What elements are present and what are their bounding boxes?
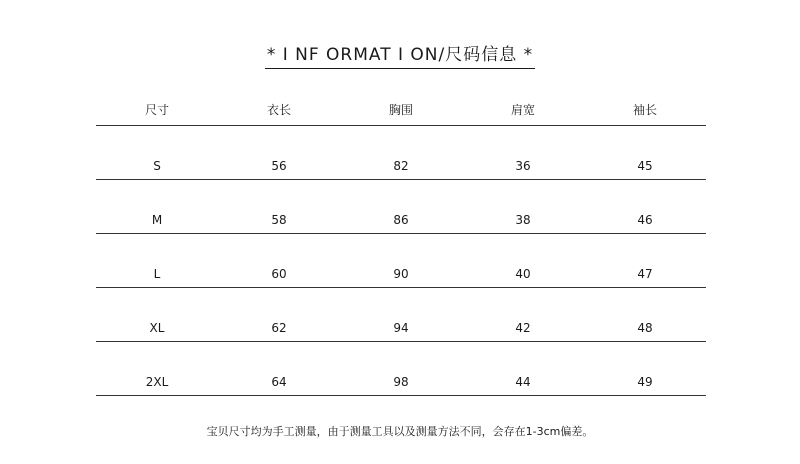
table-row (96, 234, 706, 288)
cell-sleeve: 45 (637, 159, 653, 173)
cell-size: XL (149, 321, 165, 335)
measurement-note: 宝贝尺寸均为手工测量，由于测量工具以及测量方法不同，会存在1-3cm偏差。 (206, 425, 594, 438)
cell-sleeve: 49 (637, 375, 653, 389)
page-title-text: * I NF ORMAT I ON/尺码信息 * (265, 43, 535, 69)
cell-shoulder: 38 (515, 213, 531, 227)
cell-shoulder: 42 (515, 321, 531, 335)
cell-chest: 86 (393, 213, 409, 227)
table-row (96, 180, 706, 234)
cell-chest: 82 (393, 159, 409, 173)
cell-shoulder: 40 (515, 267, 531, 281)
size-chart-table (96, 97, 706, 396)
cell-length: 62 (271, 321, 287, 335)
cell-length: 56 (271, 159, 287, 173)
cell-size: M (151, 213, 163, 227)
cell-size: L (153, 267, 161, 281)
table-row (96, 342, 706, 396)
cell-sleeve: 46 (637, 213, 653, 227)
cell-size: 2XL (145, 375, 169, 389)
column-header-length: 衣长 (266, 103, 291, 117)
cell-chest: 94 (393, 321, 409, 335)
column-header-shoulder: 肩宽 (510, 103, 535, 117)
cell-chest: 90 (393, 267, 409, 281)
table-row (96, 288, 706, 342)
cell-length: 64 (271, 375, 287, 389)
table-row (96, 126, 706, 180)
column-header-size: 尺寸 (144, 103, 169, 117)
cell-length: 60 (271, 267, 287, 281)
cell-shoulder: 36 (515, 159, 531, 173)
column-header-chest: 胸围 (388, 103, 413, 117)
page-title (0, 43, 800, 69)
cell-shoulder: 44 (515, 375, 531, 389)
cell-chest: 98 (393, 375, 409, 389)
cell-sleeve: 47 (637, 267, 653, 281)
cell-sleeve: 48 (637, 321, 653, 335)
cell-length: 58 (271, 213, 287, 227)
table-header-row (96, 97, 706, 126)
column-header-sleeve: 袖长 (632, 103, 657, 117)
cell-size: S (153, 159, 161, 173)
